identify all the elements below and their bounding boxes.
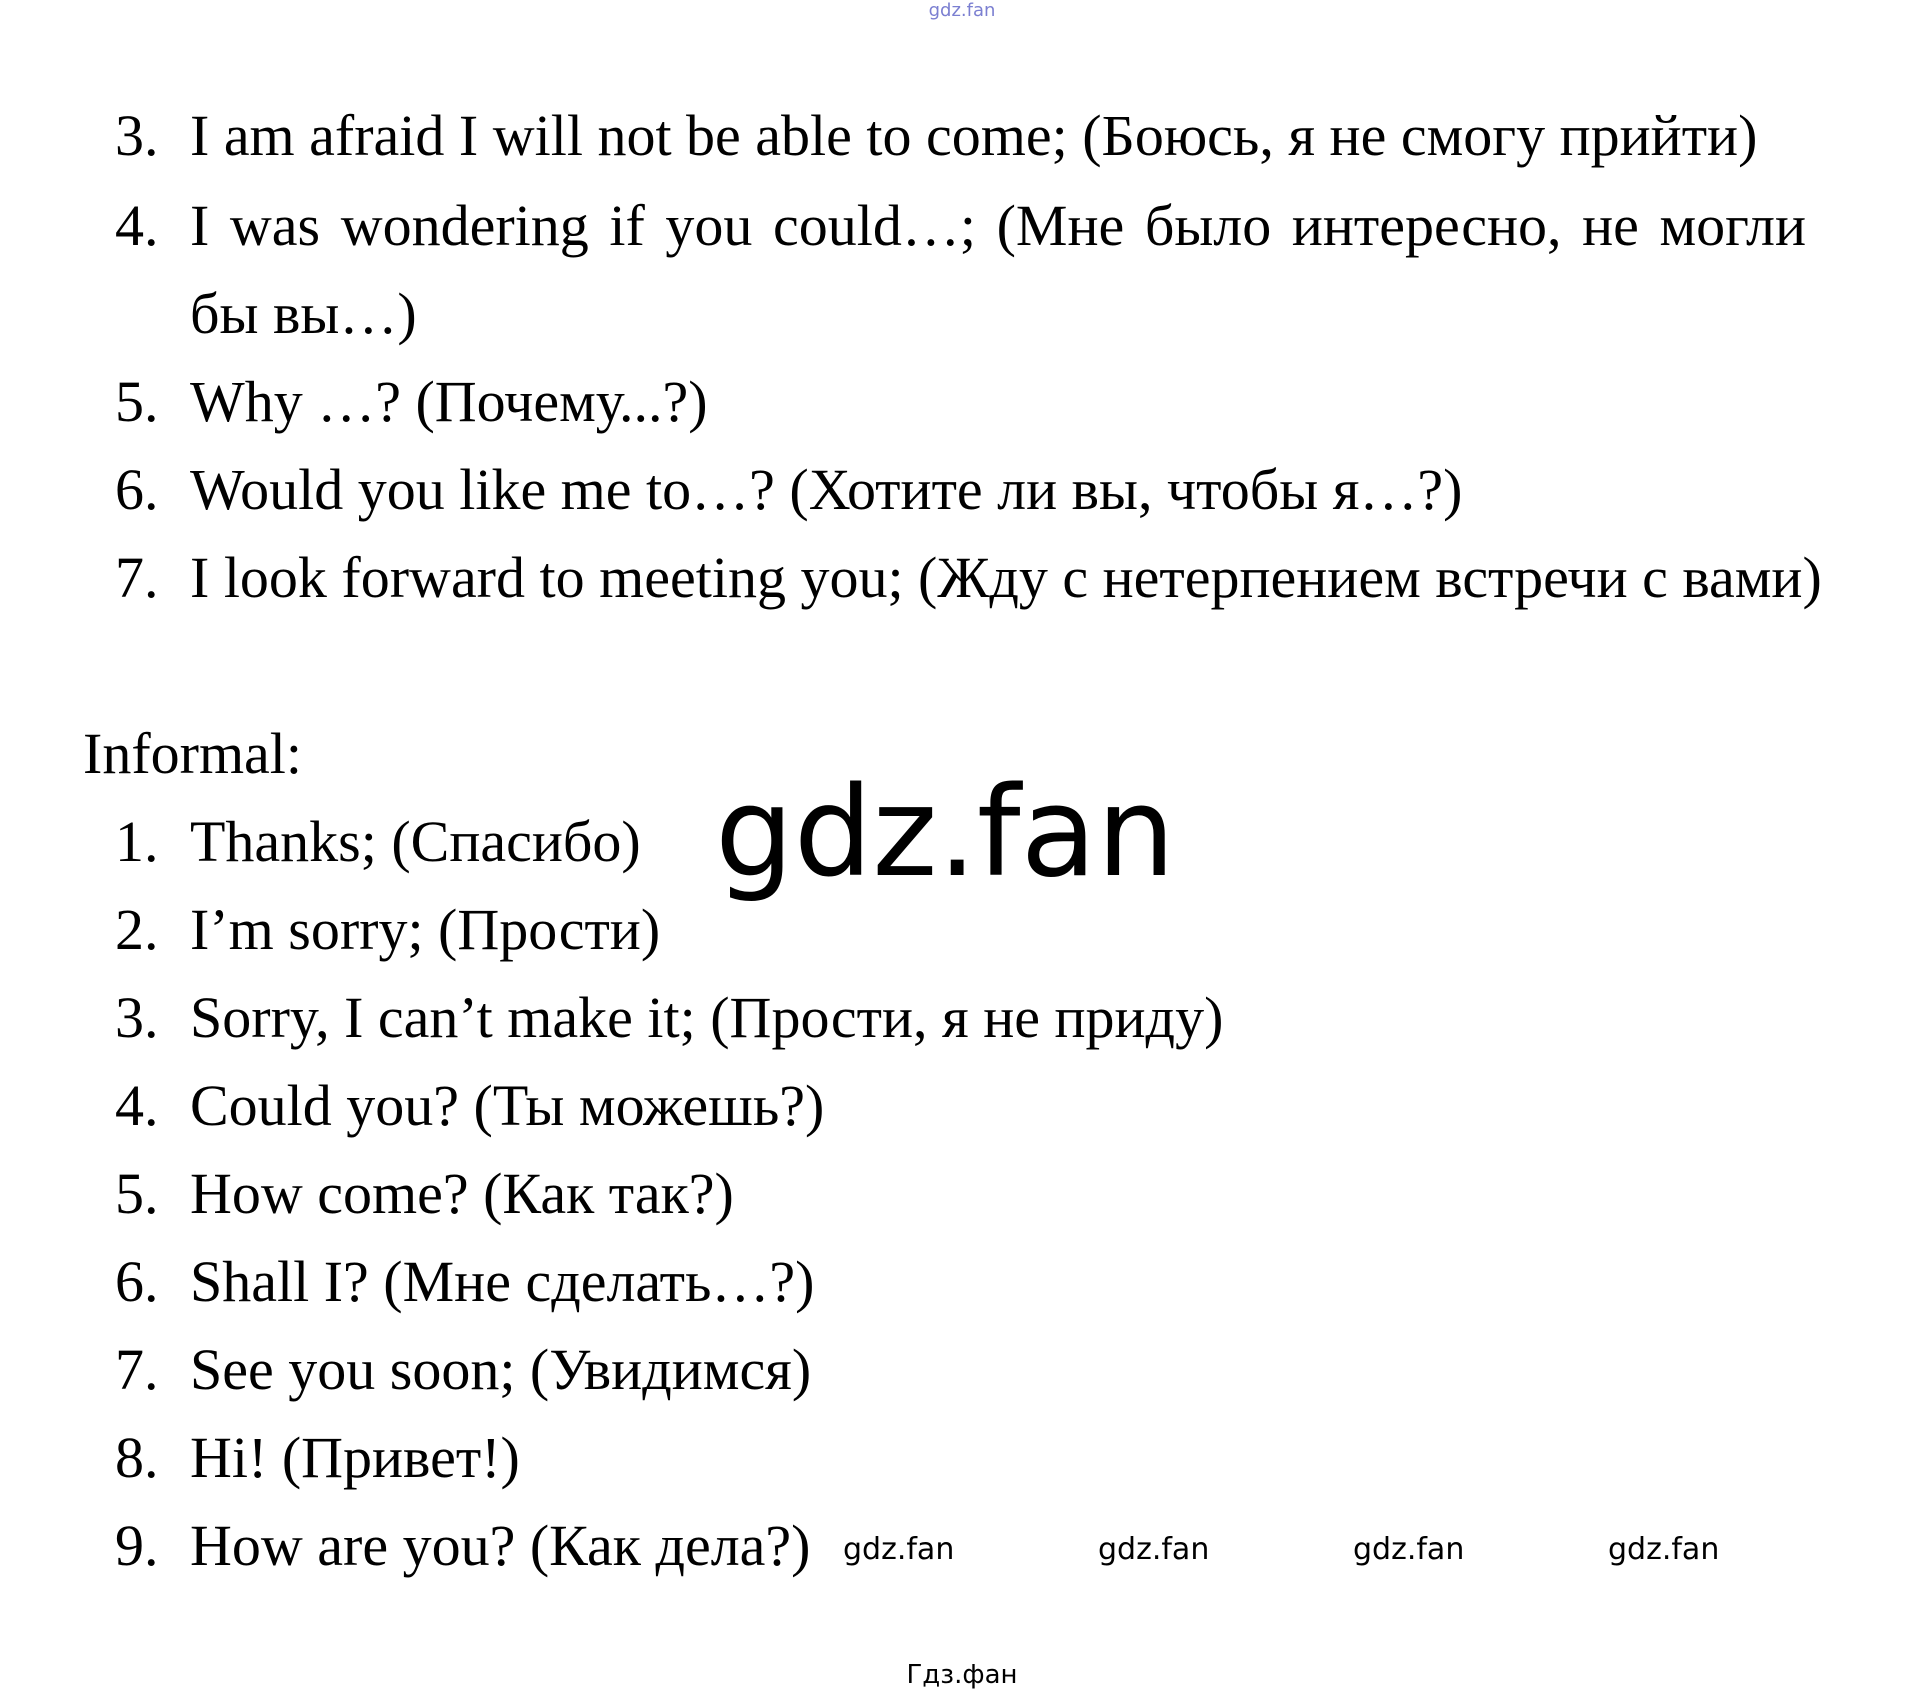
list-item-number-only: [115, 182, 190, 270]
item-text: I’m sorry; (Прости): [190, 897, 661, 962]
list-item: [115, 1414, 520, 1502]
list-item: [115, 358, 708, 446]
list-item: [115, 1238, 815, 1326]
row-watermark: gdz.fan: [843, 1532, 955, 1567]
row-watermark: gdz.fan: [1608, 1532, 1720, 1567]
item-number: 5.: [115, 369, 159, 434]
item-text: Shall I? (Мне сделать…?): [190, 1249, 815, 1314]
item-text-continuation: бы вы…): [190, 281, 417, 346]
item-text: Sorry, I can’t make it; (Прости, я не приду): [190, 985, 1224, 1050]
list-item: [115, 798, 641, 886]
item-text: How come? (Как так?): [190, 1161, 734, 1226]
item-number: 3.: [115, 985, 159, 1050]
list-item: [115, 974, 1223, 1062]
item-text: Why …? (Почему...?): [190, 369, 708, 434]
item-number: 8.: [115, 1425, 159, 1490]
row-watermark: gdz.fan: [1353, 1532, 1465, 1567]
list-item: [115, 1502, 810, 1590]
item-text: I am afraid I will not be able to come; (Боюсь, я не смогу прийти): [190, 103, 1758, 168]
list-item: [115, 1326, 811, 1414]
item-number: 3.: [115, 103, 159, 168]
item-text: I was wondering if you could…; (Мне было интересно, не могли: [190, 193, 1806, 258]
top-watermark: gdz.fan: [928, 0, 996, 21]
item-number: 1.: [115, 809, 159, 874]
list-item: [115, 886, 660, 974]
center-watermark: gdz.fan: [715, 761, 1176, 905]
bottom-watermark: Гдз.фан: [906, 1660, 1018, 1690]
item-number: 2.: [115, 897, 159, 962]
item-text: Thanks; (Спасибо): [190, 809, 641, 874]
item-text: I look forward to meeting you; (Жду с нетерпением встречи с вами): [190, 545, 1822, 610]
item-number: 4.: [115, 1073, 159, 1138]
item-text: See you soon; (Увидимся): [190, 1337, 812, 1402]
item-number: 6.: [115, 1249, 159, 1314]
item-text: How are you? (Как дела?): [190, 1513, 811, 1578]
list-item: [115, 1062, 824, 1150]
item-text: Hi! (Привет!): [190, 1425, 520, 1490]
list-item: [115, 92, 1757, 180]
section-heading: Informal:: [83, 721, 303, 786]
list-item: [115, 1150, 734, 1238]
item-number: 9.: [115, 1513, 159, 1578]
item-text: Would you like me to…? (Хотите ли вы, чтобы я…?): [190, 457, 1463, 522]
item-number: 6.: [115, 457, 159, 522]
item-number: 4.: [115, 193, 159, 258]
item-number: 7.: [115, 545, 159, 610]
list-item: [115, 534, 1822, 622]
item-number: 5.: [115, 1161, 159, 1226]
item-number: 7.: [115, 1337, 159, 1402]
list-item: [115, 446, 1462, 534]
item-text: Could you? (Ты можешь?): [190, 1073, 825, 1138]
row-watermark: gdz.fan: [1098, 1532, 1210, 1567]
